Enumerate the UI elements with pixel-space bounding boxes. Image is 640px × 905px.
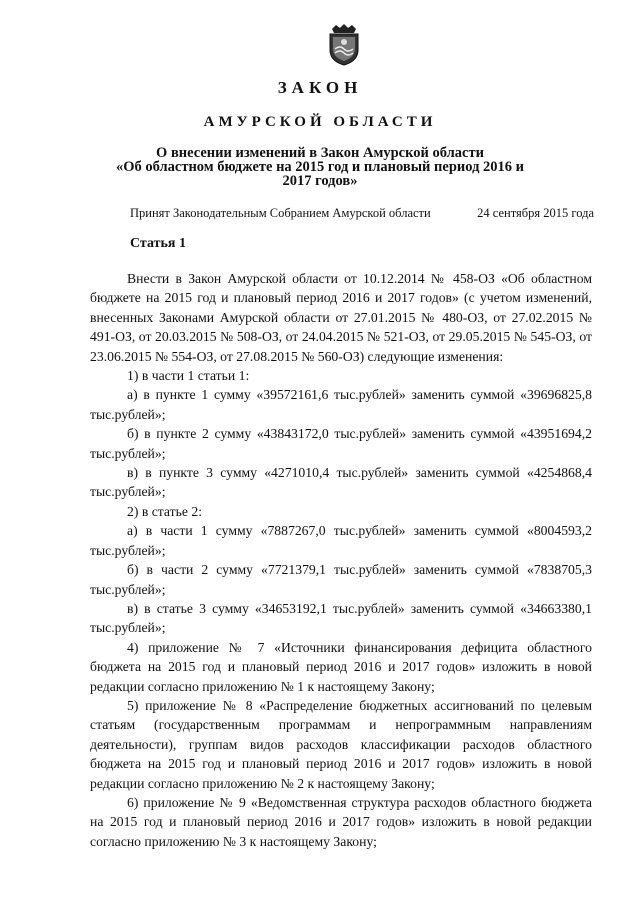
paragraph: 4) приложение № 7 «Источники финансирования дефицита областного бюджета на 2015 год и плановый период 2016 и 2017 годов» изложить в новой редакции согласно приложению № 1 к настоящему Закону; (90, 639, 592, 694)
paragraph: в) в статье 3 сумму «34653192,1 тыс.рублей» заменить суммой «34663380,1 тыс.рублей»; (90, 600, 592, 636)
paragraph: а) в пункте 1 сумму «39572161,6 тыс.рублей» заменить суммой «39696825,8 тыс.рублей»; (90, 387, 592, 422)
paragraph: а) в части 1 сумму «7887267,0 тыс.рублей» заменить суммой «8004593,2 тыс.рублей»; (90, 523, 592, 558)
adopted-by: Принят Законодательным Собранием Амурской области (130, 206, 431, 220)
region-title: АМУРСКОЙ ОБЛАСТИ (203, 114, 437, 130)
paragraph: б) в пункте 2 сумму «43843172,0 тыс.рублей» заменить суммой «43951694,2 тыс.рублей»; (90, 426, 592, 461)
law-subject (100, 146, 540, 188)
subject-line: О внесении изменений в Закон Амурской области (156, 145, 484, 161)
adoption-line (130, 206, 594, 221)
coat-of-arms-icon (326, 22, 362, 66)
adoption-date: 24 сентября 2015 года (477, 206, 594, 220)
paragraph: Внести в Закон Амурской области от 10.12.2014 № 458-ОЗ «Об областном бюджете на 2015 год и плановый период 2016 и 2017 годов» (с учетом изменений, внесенных Законами Амурской области от 27.01.2015 № 480-ОЗ, от 27.02.2015 № 491-ОЗ, от 20.03.2015 № 508-ОЗ, от 24.04.2015 № 521-ОЗ, от 29.05.2015 № 545-ОЗ, от 23.06.2015 № 554-ОЗ, от 27.08.2015 № 560-ОЗ) следующие изменения: (90, 271, 592, 364)
subject-line: 2017 годов» (282, 173, 358, 189)
paragraph: 1) в части 1 статьи 1: (127, 368, 250, 384)
paragraph: 2) в статье 2: (127, 503, 203, 519)
paragraph: 5) приложение № 8 «Распределение бюджетных ассигнований по целевым статьям (государственным программам и непрограммным направлениям деятельности), группам видов расходов классификации расходов областного бюджета на 2015 год и плановый период 2016 и 2017 годов» изложить в новой редакции согласно приложению № 2 к настоящему Закону; (90, 697, 592, 791)
article-heading: Статья 1 (130, 236, 186, 251)
paragraph: б) в части 2 сумму «7721379,1 тыс.рублей» заменить суммой «7838705,3 тыс.рублей»; (90, 562, 592, 597)
paragraph: 6) приложение № 9 «Ведомственная структура расходов областного бюджета на 2015 год и плановый период 2016 и 2017 годов» изложить в новой редакции согласно приложению № 3 к настоящему Закону; (90, 794, 592, 849)
paragraph: в) в пункте 3 сумму «4271010,4 тыс.рублей» заменить суммой «4254868,4 тыс.рублей»; (90, 465, 592, 500)
article-body (90, 269, 592, 851)
subject-line: «Об областном бюджете на 2015 год и плановый период 2016 и (115, 159, 525, 175)
law-title: ЗАКОН (277, 78, 363, 97)
